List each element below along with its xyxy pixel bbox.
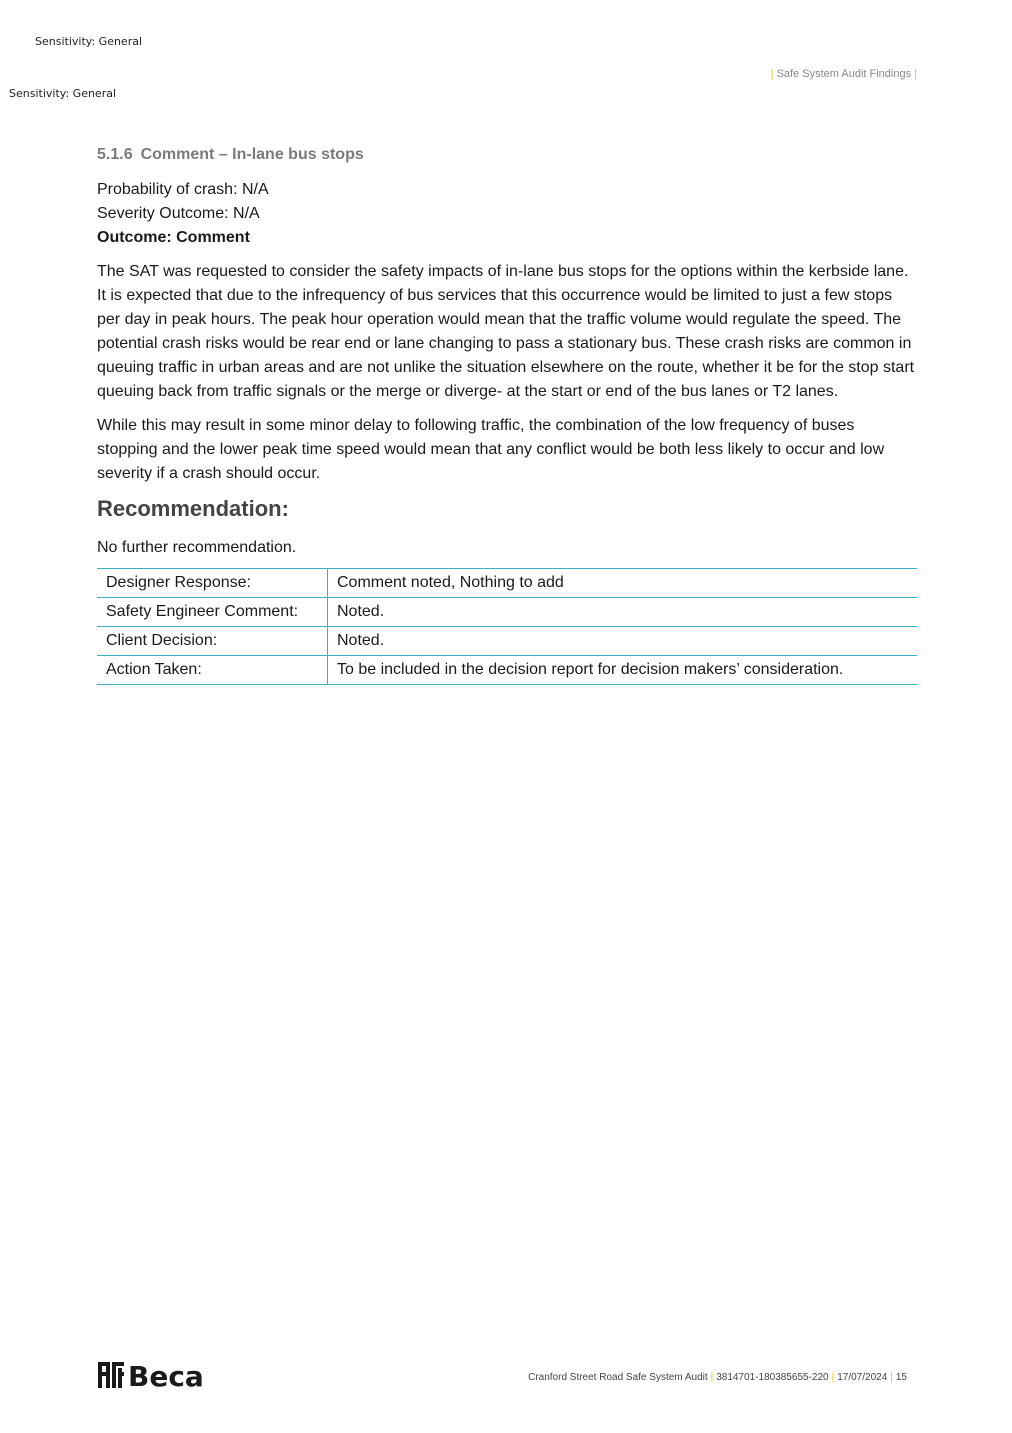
recommendation-heading: Recommendation: <box>97 496 289 521</box>
beca-logo-mark <box>98 1362 124 1388</box>
footer-page-number: 15 <box>895 1372 907 1383</box>
header-section-title: Safe System Audit Findings <box>776 68 912 80</box>
table-cell-value: Noted. <box>328 598 918 627</box>
probability-line: Probability of crash: N/A <box>97 181 269 198</box>
header-section-tag: | Safe System Audit Findings | <box>770 68 917 80</box>
table-row <box>97 569 917 598</box>
main-content <box>97 146 917 685</box>
section-number: 5.1.6 <box>97 146 133 163</box>
outcome-line: Outcome: Comment <box>97 229 250 246</box>
beca-logo <box>97 1360 227 1390</box>
section-title: Comment – In-lane bus stops <box>140 146 364 163</box>
table-row <box>97 598 917 627</box>
severity-line: Severity Outcome: N/A <box>97 205 260 222</box>
footer-document-title: Cranford Street Road Safe System Audit <box>528 1372 708 1383</box>
recommendation-text: No further recommendation. <box>97 539 297 556</box>
footer: Cranford Street Road Safe System Audit | 3814701-180385655-220 | 17/07/2024 | 15 <box>528 1372 907 1383</box>
table-cell-value: Comment noted, Nothing to add <box>328 569 918 598</box>
sensitivity-label: Sensitivity: General <box>35 35 143 48</box>
body-paragraph-2: While this may result in some minor delay to following traffic, the combination of the low frequency of buses stopping and the lower peak time speed would mean that any conflict would be both less likely to occur and low severity if a crash should occur. <box>97 417 885 482</box>
table-cell-label: Designer Response: <box>97 569 328 598</box>
table-cell-value: Noted. <box>328 627 918 656</box>
table-cell-label: Safety Engineer Comment: <box>97 598 328 627</box>
table-cell-value: To be included in the decision report for decision makers’ consideration. <box>328 656 918 685</box>
body-paragraph-1: The SAT was requested to consider the safety impacts of in-lane bus stops for the options within the kerbside lane. It is expected that due to the infrequency of bus services that this occurrence would be limited to just a few stops per day in peak hours. The peak hour operation would mean that the traffic volume would regulate the speed. The potential crash risks would be rear end or lane changing to pass a stationary bus. These crash risks are common in queuing traffic in urban areas and are not unlike the situation elsewhere on the route, whether it be for the stop start queuing back from traffic signals or the merge or diverge- at the start or end of the bus lanes or T2 lanes. <box>97 263 915 400</box>
section-heading <box>97 146 917 164</box>
sensitivity-label-secondary: Sensitivity: General <box>9 87 117 100</box>
footer-date: 17/07/2024 <box>837 1372 888 1383</box>
table-row <box>97 627 917 656</box>
beca-logo-text: Beca <box>128 1360 204 1390</box>
table-cell-label: Action Taken: <box>97 656 328 685</box>
footer-document-number: 3814701-180385655-220 <box>716 1372 829 1383</box>
response-table <box>97 568 917 685</box>
table-row <box>97 656 917 685</box>
table-cell-label: Client Decision: <box>97 627 328 656</box>
